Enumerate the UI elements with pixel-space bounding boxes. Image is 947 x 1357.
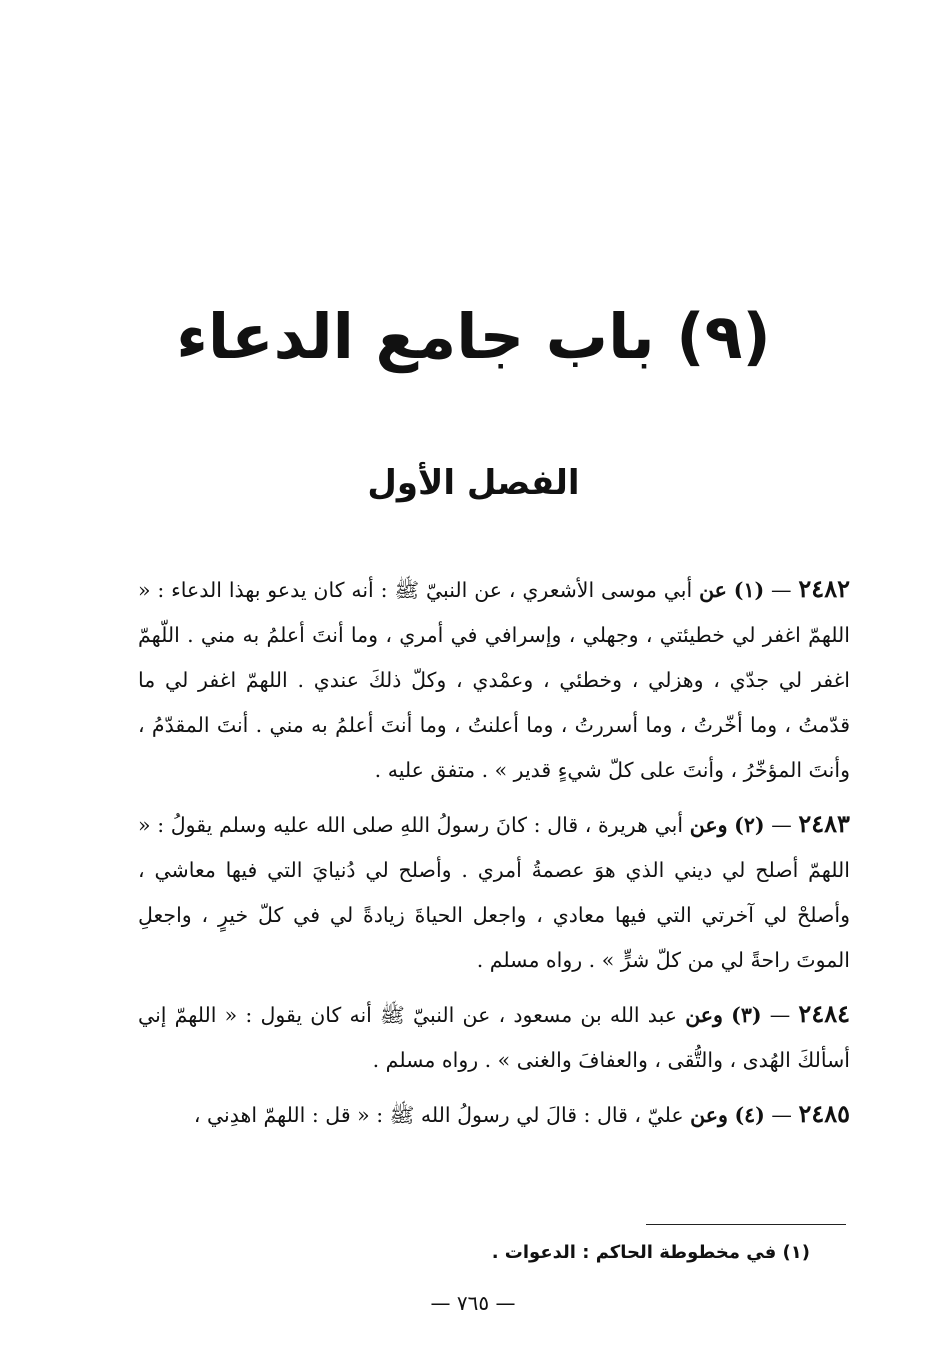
- page-number: — ٧٦٥ —: [430, 1291, 516, 1315]
- dash: —: [761, 1003, 791, 1027]
- hadith-ref: (٣): [731, 1003, 762, 1027]
- narrator-intro: عن: [699, 578, 727, 602]
- dash: —: [764, 1103, 792, 1127]
- dash: —: [764, 813, 792, 837]
- narrator-intro: وعن: [690, 1103, 728, 1127]
- chapter-title: (٩) باب جامع الدعاء: [176, 300, 771, 373]
- hadith-ref: (٤): [734, 1103, 765, 1127]
- section-title: الفصل الأول: [367, 463, 580, 503]
- hadith-number: ٢٤٨٥: [798, 1099, 850, 1128]
- hadith-ref: (١): [733, 578, 765, 602]
- narrator-intro: وعن: [685, 1003, 723, 1027]
- hadith-text: عبد الله بن مسعود ، عن النبيّ ﷺ أنه كان يقول : « اللهمّ إني أسألكَ الهُدى ، والتُّقى ، والعفافَ والغنى » . رواه مسلم .: [138, 1003, 850, 1072]
- hadith-list: [138, 566, 850, 1146]
- narrator-intro: وعن: [689, 813, 728, 837]
- footnote: (١) في مخطوطة الحاكم : الدعوات .: [491, 1242, 810, 1263]
- hadith-number: ٢٤٨٢: [798, 574, 850, 603]
- hadith-2482: [138, 566, 850, 793]
- hadith-text: أبي هريرة ، قال : كانَ رسولُ اللهِ صلى الله عليه وسلم يقولُ : « اللهمّ أصلح لي ديني الذي هوَ عصمةُ أمري . وأصلح لي دُنيايَ التي فيها معاشي ، وأصلحْ لي آخرتي التي فيها معادي ، واجعل الحياةَ زيادةً لي في كلّ خيرٍ ، واجعلِ الموتَ راحةً لي من كلّ شرٍّ » . رواه مسلم .: [138, 813, 850, 972]
- hadith-2484: [138, 991, 850, 1083]
- hadith-text: أبي موسى الأشعري ، عن النبيّ ﷺ : أنه كان يدعو بهذا الدعاء : « اللهمّ اغفر لي خطيئتي ، وجهلي ، وإسرافي في أمري ، وما أنتَ أعلمُ به مني . اللّهمّ اغفر لي جدّي ، وهزلي ، وخطئي ، وعمْدي ، وكلّ ذلكَ عندي . اللهمّ اغفر لي ما قدّمتُ ، وما أخّرتُ ، وما أسررتُ ، وما أعلنتُ ، وما أنتَ أعلمُ به مني . أنتَ المقدّمُ ، وأنتَ المؤخّرُ ، وأنتَ على كلّ شيءٍ قدير » . متفق عليه .: [138, 578, 850, 782]
- hadith-2483: [138, 801, 850, 983]
- hadith-text: عليّ ، قال : قالَ لي رسولُ الله ﷺ : « قل : اللهمّ اهدِني ،: [193, 1103, 684, 1127]
- hadith-2485: [138, 1091, 850, 1138]
- hadith-ref: (٢): [734, 813, 765, 837]
- hadith-number: ٢٤٨٤: [798, 999, 850, 1028]
- hadith-number: ٢٤٨٣: [798, 809, 850, 838]
- footnote-divider: [646, 1224, 846, 1225]
- dash: —: [764, 578, 792, 602]
